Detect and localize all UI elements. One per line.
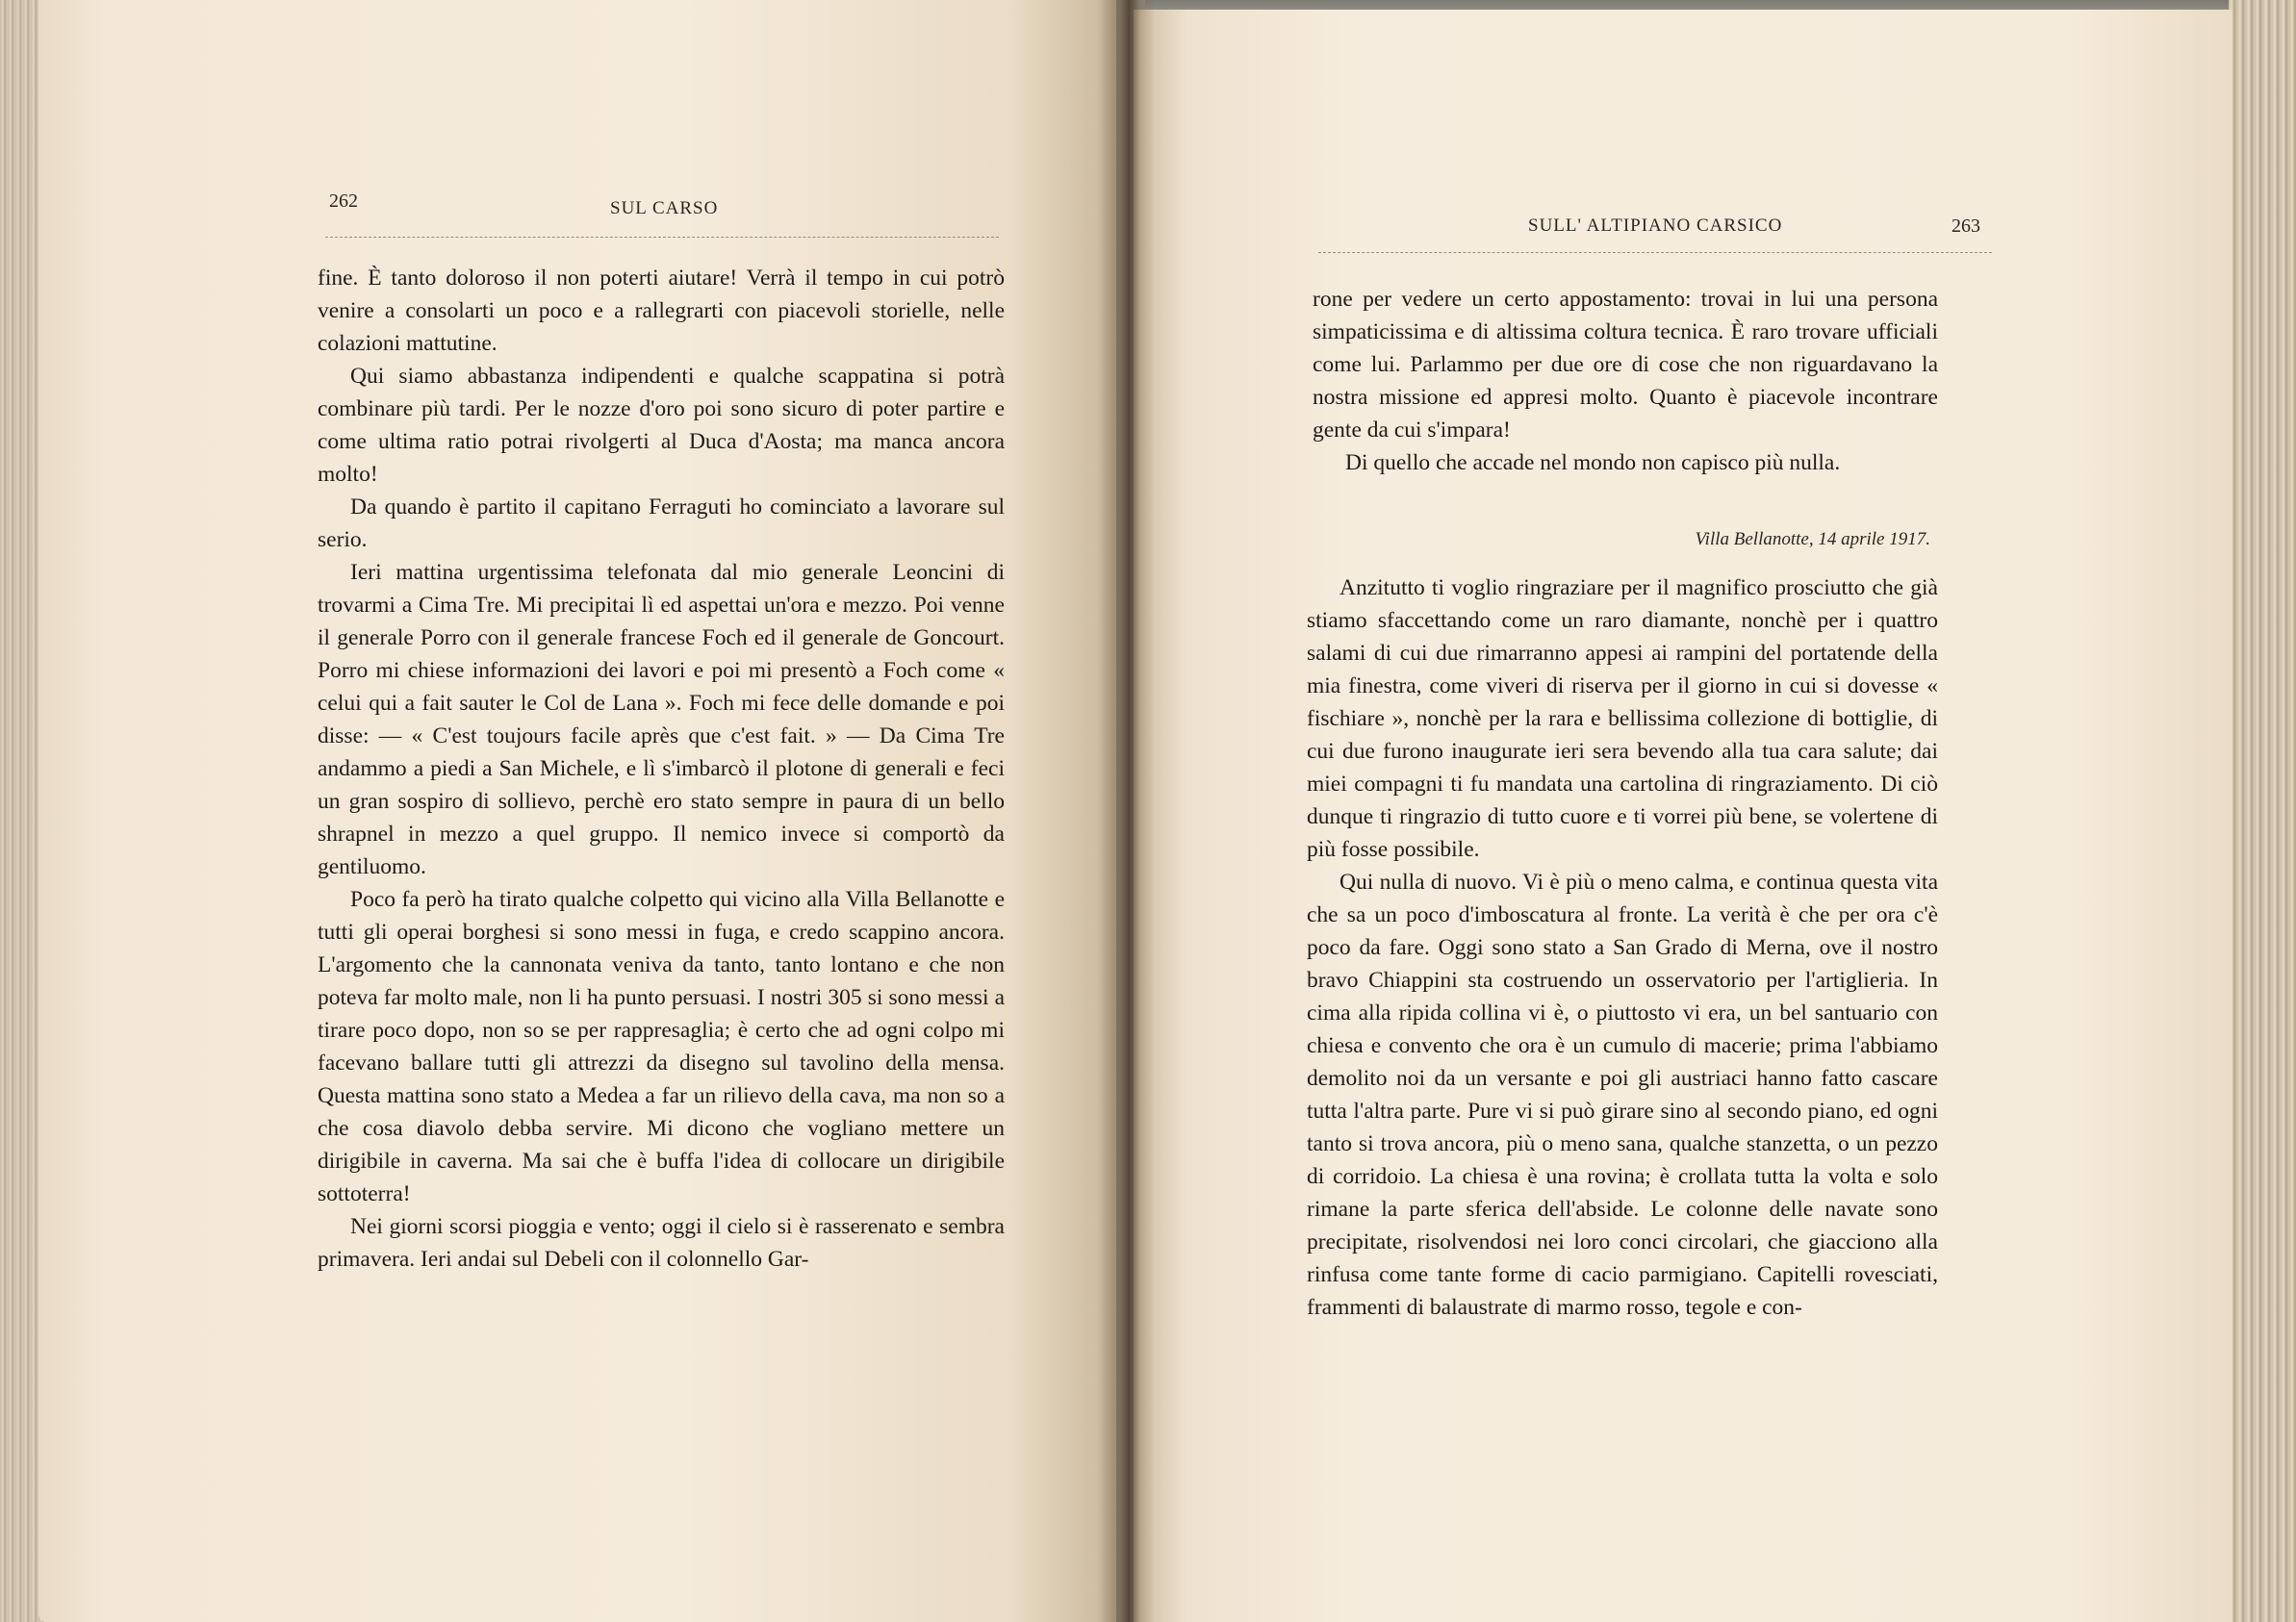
letter-dateline: Villa Bellanotte, 14 aprile 1917. — [1695, 529, 1930, 549]
right-page-number: 263 — [1952, 215, 1980, 237]
left-page-body — [318, 262, 1005, 1276]
left-paragraph-2: Qui siamo abbastanza indipendenti e qualche scappatina si potrà combinare più tardi. Per le nozze d'oro poi sono sicuro di poter partire e come ultima ratio potrai rivolgerti al Duca d'Aosta; ma manca ancora molto! — [318, 364, 1005, 487]
right-header-rule — [1318, 252, 1992, 253]
left-header-rule — [325, 237, 999, 238]
left-running-head: SUL CARSO — [610, 198, 719, 218]
right-paragraph-2: Di quello che accade nel mondo non capisco più nulla. — [1345, 450, 1841, 475]
book-gutter — [1097, 0, 1155, 1622]
left-paragraph-3: Da quando è partito il capitano Ferraguti ho cominciato a lavorare sul serio. — [318, 494, 1005, 552]
right-paragraph-4: Qui nulla di nuovo. Vi è più o meno calma, e continua questa vita che sa un poco d'imboscatura al fronte. La verità è che per ora c'è poco da fare. Oggi sono stato a San Grado di Merna, ove il nostro bravo Chiappini sta costruendo un osservatorio per l'artiglieria. In cima alla ripida collina vi è, o piuttosto vi era, un bel santuario con chiesa e convento che ora è un cumulo di macerie; prima l'abbiamo demolito noi da un versante e poi gli austriaci hanno fatto cascare tutta l'altra parte. Pure vi si può girare sino al secondo piano, ed ogni tanto si trova ancora, più o meno sana, qualche stanzetta, o un pezzo di corridoio. La chiesa è una rovina; è crollata tutta la volta e solo rimane la parte sferica dell'abside. Le colonne delle navate sono precipitate, risolvendosi nei loro conci circolari, che giacciono alla rinfusa come tante forme di cacio parmigiano. Capitelli rovesciati, frammenti di balaustrate di marmo rosso, tegole e con- — [1307, 870, 1938, 1320]
right-paragraph-1: rone per vedere un certo appostamento: trovai in lui una persona simpaticissima e di altissima coltura tecnica. È raro trovare ufficiali come lui. Parlammo per due ore di cose che non riguardavano la nostra missione ed appresi molto. Quanto è piacevole incontrare gente da cui s'impara! — [1313, 287, 1938, 443]
left-paragraph-4: Ieri mattina urgentissima telefonata dal mio generale Leoncini di trovarmi a Cima Tre. Mi precipitai lì ed aspettai un'ora e mezzo. Poi venne il generale Porro con il generale francese Foch ed il generale de Goncourt. Porro mi chiese informazioni dei lavori e poi mi presentò a Foch come « celui qui a fait sauter le Col de Lana ». Foch mi fece delle domande e poi disse: — « C'est toujours facile après que c'est fait. » — Da Cima Tre andammo a piedi a San Michele, e lì s'imbarcò il plotone di generali e feci un gran sospiro di sollievo, perchè ero stato sempre in paura di un bello shrapnel in mezzo a quel gruppo. Il nemico invece si comportò da gentiluomo. — [318, 560, 1005, 879]
left-paragraph-6: Nei giorni scorsi pioggia e vento; oggi il cielo si è rasserenato e sembra primavera. Ieri andai sul Debeli con il colonnello Gar- — [318, 1214, 1005, 1272]
right-page-body-bottom — [1307, 571, 1938, 1324]
left-page-number: 262 — [329, 190, 358, 212]
left-paragraph-5: Poco fa però ha tirato qualche colpetto qui vicino alla Villa Bellanotte e tutti gli operai borghesi si sono messi in fuga, e credo scappino ancora. L'argomento che la cannonata veniva da tanto, tanto lontano e che non poteva far molto male, non li ha punto persuasi. I nostri 305 si sono messi a tirare poco dopo, non so se per rappresaglia; è certo che ad ogni colpo mi facevano ballare tutti gli attrezzi da disegno sul tavolino della mensa. Questa mattina sono stato a Medea a far un rilievo della cava, ma non so a che cosa diavolo debba servire. Mi dicono che vogliano mettere un dirigibile in caverna. Ma sai che è buffa l'idea di collocare un dirigibile sottoterra! — [318, 887, 1005, 1206]
right-page-body-top — [1313, 283, 1938, 479]
right-paragraph-3: Anzitutto ti voglio ringraziare per il magnifico prosciutto che già stiamo sfaccettando come un raro diamante, nonchè per i quattro salami di cui due rimarranno appesi ai rampini del portatende della mia finestra, come viveri di riserva per il giorno in cui si dovesse « fischiare », nonchè per la rara e bellissima collezione di bottiglie, di cui due furono inaugurate ieri sera bevendo alla tua cara salute; dai miei compagni ti fu mandata una cartolina di ringraziamento. Di ciò dunque ti ringrazio di tutto cuore e ti vorrei più bene, se volertene di più fosse possibile. — [1307, 575, 1938, 862]
page-stack-right-edge — [2229, 0, 2296, 1622]
left-paragraph-1: fine. È tanto doloroso il non poterti aiutare! Verrà il tempo in cui potrò venire a consolarti un poco e a rallegrarti con piacevoli storielle, nelle colazioni mattutine. — [318, 266, 1005, 356]
right-running-head: SULL' ALTIPIANO CARSICO — [1528, 215, 1783, 236]
